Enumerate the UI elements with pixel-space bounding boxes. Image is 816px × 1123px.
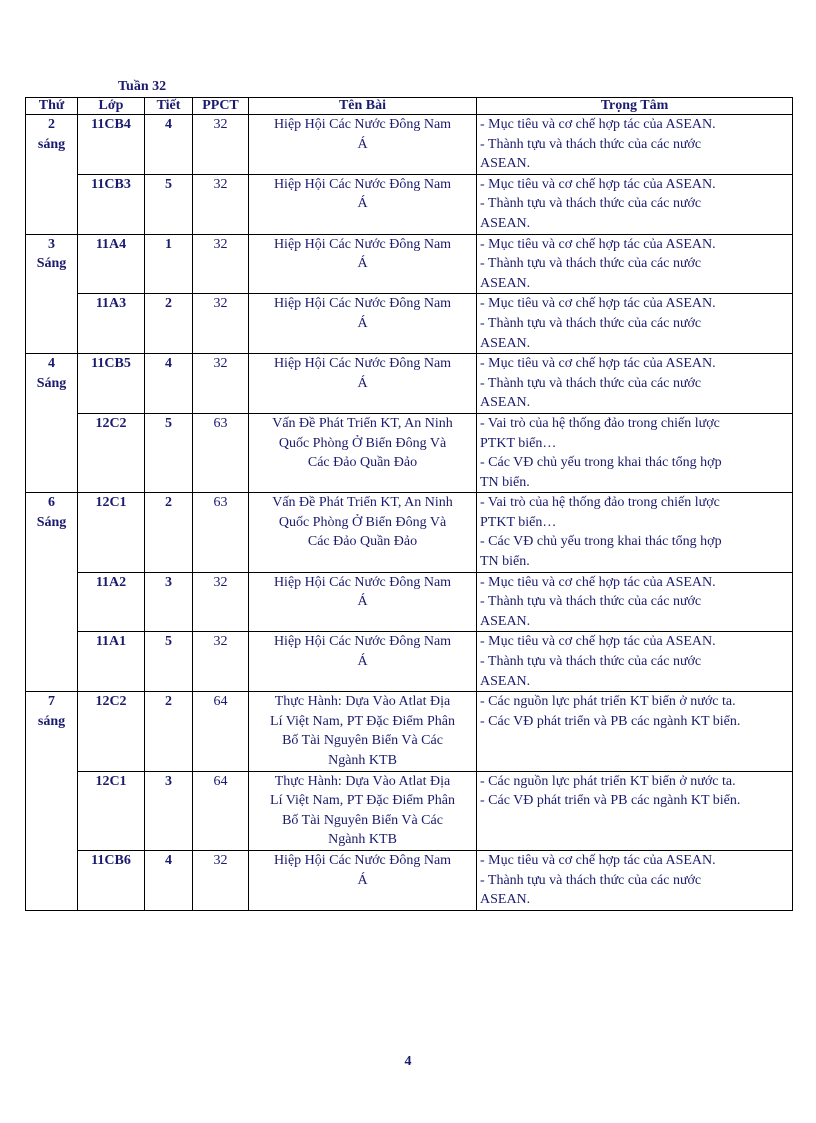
period-cell: 4 <box>145 354 193 414</box>
table-row <box>26 413 793 492</box>
period-cell: 5 <box>145 632 193 692</box>
day-label-line: sáng <box>37 713 66 729</box>
focus-line: - Mục tiêu và cơ chế hợp tác của ASEAN. <box>480 356 716 372</box>
focus-line: ASEAN. <box>480 673 531 689</box>
focus-cell <box>477 234 793 294</box>
focus-cell <box>477 115 793 175</box>
lesson-line: Hiệp Hội Các Nước Đông Nam <box>273 574 452 590</box>
class-cell: 11A4 <box>78 234 145 294</box>
focus-line: - Mục tiêu và cơ chế hợp tác của ASEAN. <box>480 296 716 312</box>
table-row <box>26 572 793 632</box>
class-cell: 12C1 <box>78 771 145 850</box>
ppct-cell: 63 <box>193 413 249 492</box>
lesson-line: Lí Việt Nam, PT Đặc Điểm Phân <box>270 793 455 809</box>
focus-cell <box>477 632 793 692</box>
lesson-line: Lí Việt Nam, PT Đặc Điểm Phân <box>270 713 455 729</box>
lesson-line: Thực Hành: Dựa Vào Atlat Địa <box>274 773 451 789</box>
header-row <box>26 98 793 115</box>
lesson-line: Các Đảo Quần Đảo <box>307 455 418 471</box>
lesson-line: Á <box>357 196 368 212</box>
lesson-cell <box>249 234 477 294</box>
lesson-line: Ngành KTB <box>328 753 397 768</box>
period-cell: 2 <box>145 692 193 771</box>
focus-line: - Các VĐ phát triển và PB các ngành KT biển. <box>480 793 741 809</box>
focus-line: - Thành tựu và thách thức của các nước <box>480 594 702 610</box>
focus-line: - Vai trò của hệ thống đảo trong chiến lược <box>480 495 720 511</box>
ppct-cell: 32 <box>193 632 249 692</box>
focus-cell <box>477 572 793 632</box>
lesson-line: Á <box>357 315 368 331</box>
focus-line: ASEAN. <box>480 613 531 629</box>
lesson-cell <box>249 572 477 632</box>
lesson-line: Hiệp Hội Các Nước Đông Nam <box>273 296 452 312</box>
day-label-line: Sáng <box>36 256 67 272</box>
focus-line: - Mục tiêu và cơ chế hợp tác của ASEAN. <box>480 574 716 590</box>
day-label-line: 6 <box>48 495 55 511</box>
day-cell <box>26 354 78 493</box>
focus-line: - Các nguồn lực phát triển KT biển ở nước ta. <box>480 773 736 789</box>
period-cell: 3 <box>145 771 193 850</box>
focus-line: - Mục tiêu và cơ chế hợp tác của ASEAN. <box>480 634 716 650</box>
lesson-cell <box>249 692 477 771</box>
focus-line: - Mục tiêu và cơ chế hợp tác của ASEAN. <box>480 852 716 868</box>
focus-line: - Vai trò của hệ thống đảo trong chiến lược <box>480 415 720 431</box>
day-cell <box>26 234 78 354</box>
header-ppct: PPCT <box>193 98 249 115</box>
day-label-line: sáng <box>37 136 66 152</box>
focus-cell <box>477 174 793 234</box>
lesson-cell <box>249 632 477 692</box>
ppct-cell: 32 <box>193 572 249 632</box>
lesson-line: Á <box>357 256 368 272</box>
lesson-line: Hiệp Hội Các Nước Đông Nam <box>273 356 452 372</box>
lesson-line: Bố Tài Nguyên Biển Và Các <box>282 733 443 749</box>
lesson-line: Vấn Đề Phát Triển KT, An Ninh <box>272 415 453 431</box>
period-cell: 3 <box>145 572 193 632</box>
header-class: Lớp <box>78 98 145 115</box>
week-title: Tuần 32 <box>118 79 167 94</box>
focus-line: PTKT biển… <box>480 435 557 451</box>
table-row <box>26 174 793 234</box>
focus-line: - Thành tựu và thách thức của các nước <box>480 196 702 212</box>
table-row <box>26 294 793 354</box>
class-cell: 12C2 <box>78 692 145 771</box>
lesson-line: Quốc Phòng Ở Biển Đông Và <box>278 514 447 530</box>
lesson-cell <box>249 850 477 910</box>
class-cell: 12C2 <box>78 413 145 492</box>
focus-cell <box>477 413 793 492</box>
lesson-cell <box>249 413 477 492</box>
schedule-body <box>26 115 793 911</box>
period-cell: 1 <box>145 234 193 294</box>
period-cell: 2 <box>145 493 193 572</box>
lesson-cell <box>249 115 477 175</box>
focus-line: ASEAN. <box>480 275 531 291</box>
period-cell: 4 <box>145 115 193 175</box>
day-cell <box>26 493 78 692</box>
day-label-line: Sáng <box>36 375 67 391</box>
period-cell: 5 <box>145 413 193 492</box>
focus-line: - Các VĐ chủ yếu trong khai thác tổng hợp <box>480 455 722 471</box>
lesson-line: Hiệp Hội Các Nước Đông Nam <box>273 236 452 252</box>
focus-line: - Thành tựu và thách thức của các nước <box>480 375 702 391</box>
lesson-line: Vấn Đề Phát Triển KT, An Ninh <box>272 495 453 511</box>
focus-line: TN biển. <box>480 554 530 570</box>
focus-line: - Thành tựu và thách thức của các nước <box>480 256 702 272</box>
table-row <box>26 234 793 294</box>
period-cell: 4 <box>145 850 193 910</box>
lesson-line: Hiệp Hội Các Nước Đông Nam <box>273 176 452 192</box>
lesson-line: Á <box>357 375 368 391</box>
focus-line: TN biển. <box>480 474 530 490</box>
lesson-cell <box>249 294 477 354</box>
lesson-line: Á <box>357 594 368 610</box>
day-label-line: 3 <box>48 236 55 252</box>
lesson-line: Á <box>357 872 368 888</box>
focus-cell <box>477 692 793 771</box>
focus-cell <box>477 354 793 414</box>
lesson-line: Bố Tài Nguyên Biển Và Các <box>282 812 443 828</box>
focus-line: - Các VĐ chủ yếu trong khai thác tổng hợp <box>480 534 722 550</box>
day-label-line: Sáng <box>36 514 67 530</box>
ppct-cell: 32 <box>193 294 249 354</box>
schedule-table <box>25 97 793 911</box>
lesson-cell <box>249 771 477 850</box>
period-cell: 5 <box>145 174 193 234</box>
table-row <box>26 493 793 572</box>
class-cell: 12C1 <box>78 493 145 572</box>
ppct-cell: 32 <box>193 234 249 294</box>
focus-line: ASEAN. <box>480 892 531 908</box>
table-row <box>26 354 793 414</box>
focus-line: - Thành tựu và thách thức của các nước <box>480 872 702 888</box>
focus-cell <box>477 493 793 572</box>
table-row <box>26 692 793 771</box>
lesson-line: Thực Hành: Dựa Vào Atlat Địa <box>274 694 451 710</box>
ppct-cell: 64 <box>193 692 249 771</box>
class-cell: 11CB5 <box>78 354 145 414</box>
focus-line: - Các VĐ phát triển và PB các ngành KT biển. <box>480 713 741 729</box>
ppct-cell: 63 <box>193 493 249 572</box>
day-cell <box>26 692 78 911</box>
focus-cell <box>477 771 793 850</box>
lesson-cell <box>249 174 477 234</box>
header-period: Tiết <box>145 98 193 115</box>
day-label-line: 2 <box>48 117 55 132</box>
ppct-cell: 32 <box>193 850 249 910</box>
table-row <box>26 850 793 910</box>
lesson-line: Hiệp Hội Các Nước Đông Nam <box>273 852 452 868</box>
class-cell: 11A1 <box>78 632 145 692</box>
focus-line: - Các nguồn lực phát triển KT biển ở nước ta. <box>480 694 736 710</box>
header-day: Thứ <box>26 98 78 115</box>
focus-line: - Mục tiêu và cơ chế hợp tác của ASEAN. <box>480 176 716 192</box>
day-cell <box>26 115 78 235</box>
ppct-cell: 32 <box>193 354 249 414</box>
day-label-line: 7 <box>48 694 55 710</box>
focus-line: - Thành tựu và thách thức của các nước <box>480 136 702 152</box>
focus-line: ASEAN. <box>480 395 531 411</box>
lesson-line: Ngành KTB <box>328 832 397 848</box>
lesson-line: Quốc Phòng Ở Biển Đông Và <box>278 435 447 451</box>
page-number: 4 <box>404 1054 412 1069</box>
focus-line: ASEAN. <box>480 156 531 172</box>
focus-line: - Mục tiêu và cơ chế hợp tác của ASEAN. <box>480 117 716 132</box>
class-cell: 11CB3 <box>78 174 145 234</box>
focus-line: - Thành tựu và thách thức của các nước <box>480 315 702 331</box>
table-row <box>26 771 793 850</box>
table-row <box>26 115 793 175</box>
class-cell: 11A2 <box>78 572 145 632</box>
lesson-line: Á <box>357 654 368 670</box>
focus-cell <box>477 294 793 354</box>
ppct-cell: 64 <box>193 771 249 850</box>
day-label-line: 4 <box>48 356 55 372</box>
ppct-cell: 32 <box>193 174 249 234</box>
focus-line: ASEAN. <box>480 335 531 351</box>
ppct-cell: 32 <box>193 115 249 175</box>
class-cell: 11A3 <box>78 294 145 354</box>
lesson-line: Hiệp Hội Các Nước Đông Nam <box>273 117 452 132</box>
lesson-line: Á <box>357 136 368 152</box>
focus-line: - Thành tựu và thách thức của các nước <box>480 654 702 670</box>
header-lesson: Tên Bài <box>249 98 477 115</box>
focus-line: PTKT biển… <box>480 514 557 530</box>
class-cell: 11CB6 <box>78 850 145 910</box>
lesson-cell <box>249 493 477 572</box>
lesson-line: Các Đảo Quần Đảo <box>307 534 418 550</box>
period-cell: 2 <box>145 294 193 354</box>
table-row <box>26 632 793 692</box>
focus-line: ASEAN. <box>480 215 531 231</box>
class-cell: 11CB4 <box>78 115 145 175</box>
lesson-cell <box>249 354 477 414</box>
lesson-line: Hiệp Hội Các Nước Đông Nam <box>273 634 452 650</box>
header-focus: Trọng Tâm <box>477 98 793 115</box>
focus-cell <box>477 850 793 910</box>
focus-line: - Mục tiêu và cơ chế hợp tác của ASEAN. <box>480 236 716 252</box>
